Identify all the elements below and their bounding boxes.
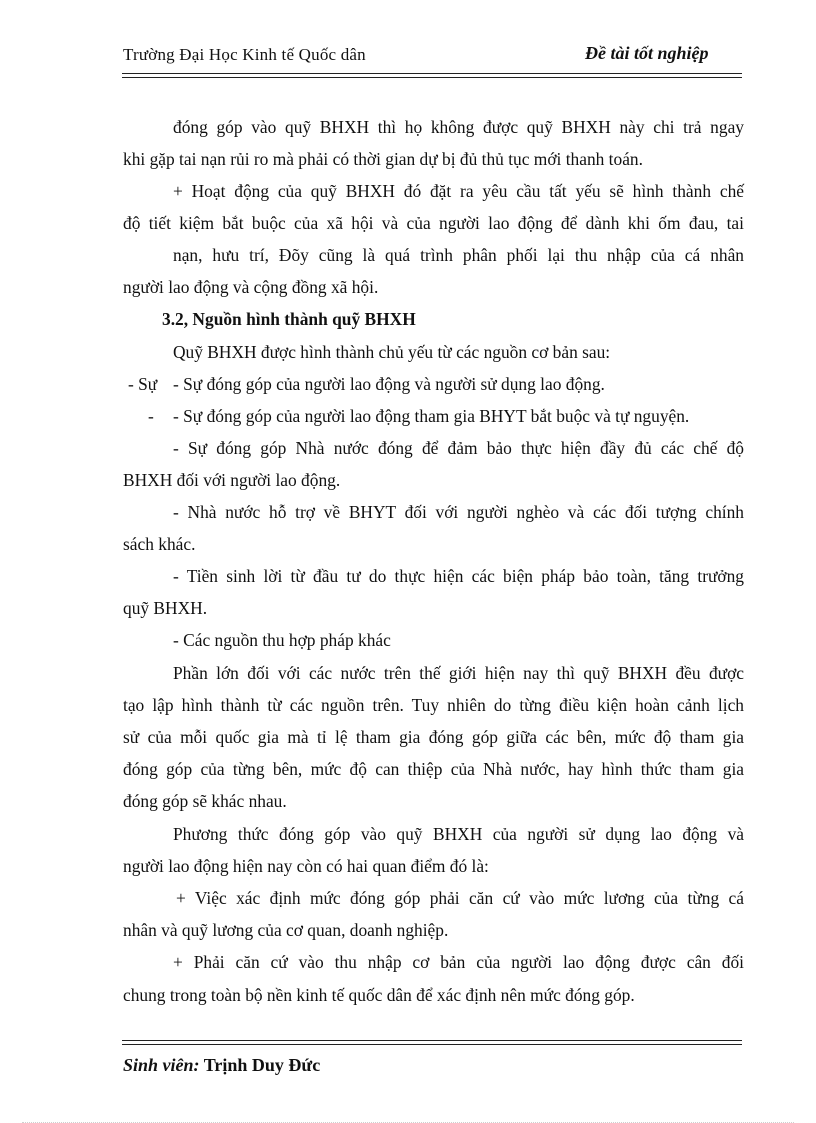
footer-rule-top: [122, 1040, 742, 1041]
list-bullet-marker: -: [148, 406, 154, 426]
paragraph-line: đóng góp sẽ khác nhau.: [123, 791, 287, 811]
paragraph-line: sử của mỗi quốc gia mà tỉ lệ tham gia đóng góp giữa các bên, mức độ tham gia: [123, 727, 744, 747]
list-item: sách khác.: [123, 534, 196, 554]
paragraph-line: Phần lớn đối với các nước trên thế giới hiện nay thì quỹ BHXH đều được: [173, 663, 744, 683]
footer-rule-bottom: [122, 1044, 742, 1045]
paragraph-line: người lao động và cộng đồng xã hội.: [123, 277, 379, 297]
list-item: quỹ BHXH.: [123, 598, 208, 618]
header-rule-top: [122, 73, 742, 74]
footer-author-label: Sinh viên:: [123, 1055, 200, 1075]
list-item: - Nhà nước hỗ trợ về BHYT đối với người nghèo và các đối tượng chính: [173, 502, 744, 522]
paragraph-line: người lao động hiện nay còn có hai quan điểm đó là:: [123, 856, 489, 876]
footer-author: [123, 1055, 320, 1076]
header-rule-bottom: [122, 77, 742, 78]
paragraph-line: + Việc xác định mức đóng góp phải căn cứ vào mức lương của từng cá: [176, 888, 744, 908]
paragraph-line: tạo lập hình thành từ các nguồn trên. Tuy nhiên do từng điều kiện hoàn cảnh lịch: [123, 695, 744, 715]
paragraph-line: + Phải căn cứ vào thu nhập cơ bản của người lao động được cân đối: [173, 952, 744, 972]
list-item: - Sự đóng góp của người lao động tham gia BHYT bắt buộc và tự nguyện.: [173, 406, 690, 426]
paragraph-line: chung trong toàn bộ nền kinh tế quốc dân để xác định nên mức đóng góp.: [123, 985, 635, 1005]
paragraph-line: nhân và quỹ lương của cơ quan, doanh nghiệp.: [123, 920, 449, 940]
list-item: - Sự đóng góp của người lao động và người sử dụng lao động.: [173, 374, 605, 394]
paragraph-line: + Hoạt động của quỹ BHXH đó đặt ra yêu cầu tất yếu sẽ hình thành chế: [173, 181, 744, 201]
list-item: - Các nguồn thu hợp pháp khác: [173, 630, 391, 650]
footer-author-name: Trịnh Duy Đức: [203, 1055, 321, 1075]
list-bullet-marker: - Sự: [128, 374, 158, 394]
paragraph-line: Phương thức đóng góp vào quỹ BHXH của người sử dụng lao động và: [173, 824, 744, 844]
list-item: - Sự đóng góp Nhà nước đóng để đảm bảo thực hiện đầy đủ các chế độ: [173, 438, 744, 458]
paragraph-line: đóng góp vào quỹ BHXH thì họ không được quỹ BHXH này chi trả ngay: [173, 117, 744, 137]
paragraph-line: Quỹ BHXH được hình thành chủ yếu từ các nguồn cơ bản sau:: [173, 342, 611, 362]
list-item: BHXH đối với người lao động.: [123, 470, 341, 490]
list-item: - Tiền sinh lời từ đầu tư do thực hiện các biện pháp bảo toàn, tăng trưởng: [173, 566, 744, 586]
paragraph-line: đóng góp của từng bên, mức độ can thiệp của Nhà nước, hay hình thức tham gia: [123, 759, 744, 779]
header-thesis-label: Đề tài tốt nghiệp: [585, 43, 709, 63]
header-school-name: Trường Đại Học Kinh tế Quốc dân: [123, 45, 366, 64]
paragraph-line: khi gặp tai nạn rủi ro mà phải có thời gian dự bị đủ thủ tục mới thanh toán.: [123, 149, 643, 169]
paragraph-line: nạn, hưu trí, Đõy cũng là quá trình phân phối lại thu nhập của cá nhân: [173, 245, 744, 265]
paragraph-line: độ tiết kiệm bắt buộc của xã hội và của người lao động để dành khi ốm đau, tai: [123, 213, 744, 233]
section-heading: 3.2, Nguồn hình thành quỹ BHXH: [162, 309, 416, 329]
